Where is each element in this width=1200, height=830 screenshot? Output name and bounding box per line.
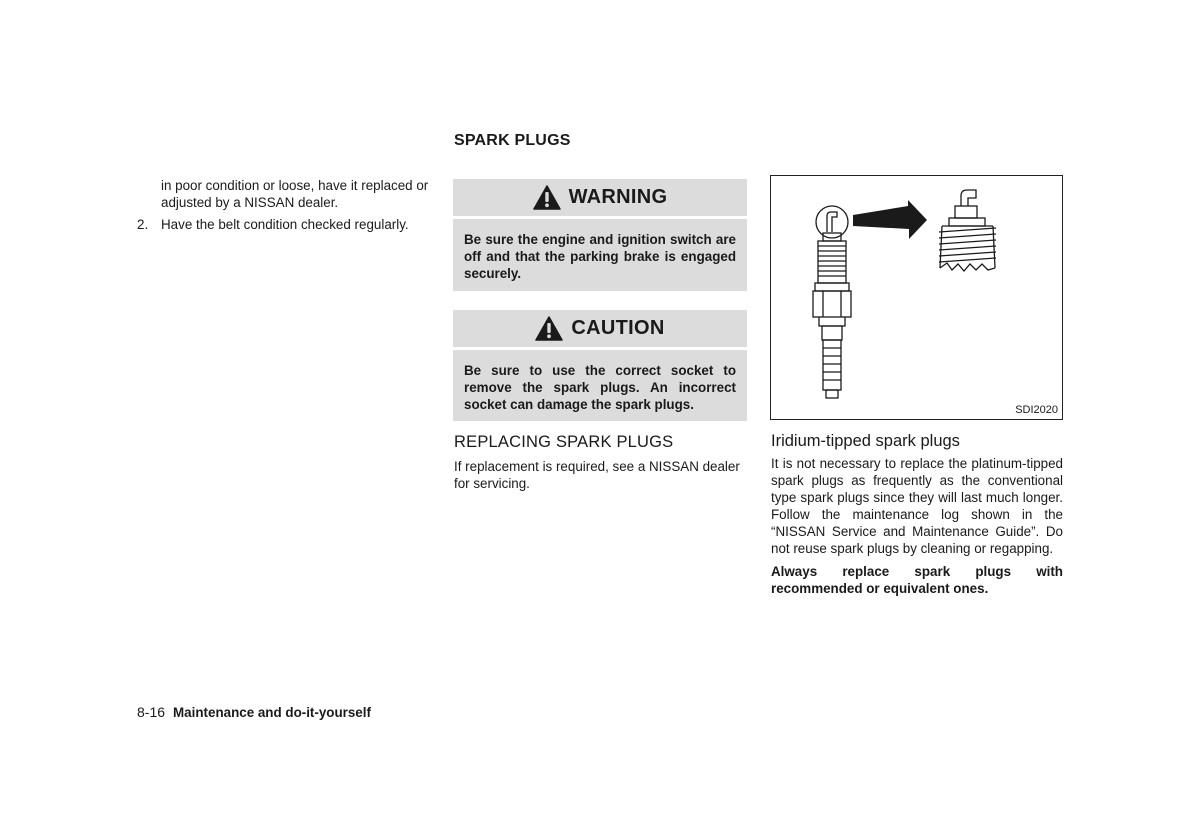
section-title: SPARK PLUGS xyxy=(454,132,571,149)
footer-section-title: Maintenance and do-it-yourself xyxy=(173,705,371,720)
caution-box xyxy=(453,310,747,421)
warning-title: WARNING xyxy=(568,186,668,208)
warning-text: Be sure the engine and ignition switch are off and that the parking brake is engaged securely. xyxy=(464,232,736,281)
iridium-bold-text: Always replace spark plugs with recommended or equivalent ones. xyxy=(771,564,1063,596)
warning-header xyxy=(453,179,747,216)
spark-plug-tip-detail xyxy=(939,190,996,271)
list-item-number: 2. xyxy=(137,217,149,232)
continued-paragraph: in poor condition or loose, have it replaced or adjusted by a NISSAN dealer. xyxy=(161,178,429,210)
caution-text: Be sure to use the correct socket to remove the spark plugs. An incorrect socket can damage the spark plugs. xyxy=(464,363,736,412)
replacing-heading: REPLACING SPARK PLUGS xyxy=(454,433,674,451)
figure-id: SDI2020 xyxy=(1015,404,1058,416)
iridium-text: It is not necessary to replace the platinum-tipped spark plugs as frequently as the conventional type spark plugs since they will last much longer. Follow the maintenance log shown in the “NISSAN Service and Maintenance Guide”. Do not reuse spark plugs by cleaning or regapping. xyxy=(771,456,1063,556)
replacing-text: If replacement is required, see a NISSAN dealer for servicing. xyxy=(454,459,740,491)
spark-plug-drawing xyxy=(813,206,851,398)
caution-triangle-icon xyxy=(535,316,563,341)
caution-title: CAUTION xyxy=(571,317,665,339)
warning-box xyxy=(453,179,747,291)
warning-triangle-icon xyxy=(533,185,561,210)
spark-plug-figure xyxy=(770,175,1063,420)
spark-plug-illustration xyxy=(771,176,1062,419)
iridium-heading: Iridium-tipped spark plugs xyxy=(771,432,960,450)
caution-header xyxy=(453,310,747,347)
page-footer xyxy=(137,704,371,720)
page-number: 8-16 xyxy=(137,704,166,720)
list-item xyxy=(137,216,437,233)
list-item-text: Have the belt condition checked regularly. xyxy=(161,217,409,232)
arrow-right-icon xyxy=(853,200,927,239)
